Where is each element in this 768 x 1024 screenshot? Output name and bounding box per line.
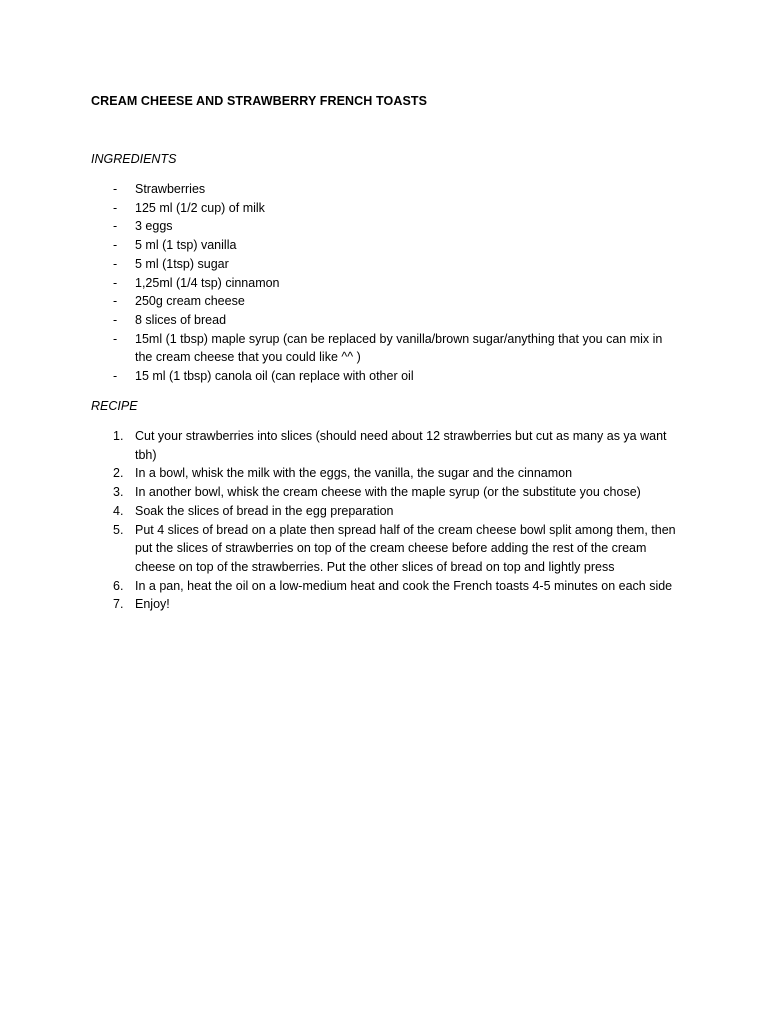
step-number: 3. [113,485,124,500]
ingredient-item [0,330,768,367]
ingredient-item [0,236,768,255]
list-bullet: - [113,331,118,346]
ingredient-item [0,199,768,218]
ingredients-heading: INGREDIENTS [91,152,177,166]
ingredient-item [0,217,768,236]
ingredient-item [0,292,768,311]
recipe-step [0,502,768,521]
ingredient-text: 5 ml (1tsp) sugar [135,256,229,271]
ingredient-item [0,274,768,293]
ingredient-text: 8 slices of bread [135,312,227,327]
step-text: Cut your strawberries into slices (should need about 12 strawberries but cut as many as ya want tbh) [135,429,667,462]
step-text: In another bowl, whisk the cream cheese with the maple syrup (or the substitute you chose) [135,485,641,500]
step-number: 5. [113,522,124,537]
recipe-step [0,464,768,483]
step-number: 7. [113,597,124,612]
list-bullet: - [113,312,118,327]
ingredients-list [0,180,768,386]
recipe-heading: RECIPE [91,399,138,413]
ingredient-item [0,367,768,386]
recipe-step [0,595,768,614]
ingredient-text: 3 eggs [135,219,173,234]
ingredient-text: 15 ml (1 tbsp) canola oil (can replace with other oil [135,369,414,384]
step-number: 6. [113,578,124,593]
list-bullet: - [113,294,118,309]
recipe-step [0,521,768,577]
ingredient-item [0,180,768,199]
ingredient-text: Strawberries [135,182,206,196]
step-number: 4. [113,503,124,518]
step-number: 2. [113,466,124,481]
list-bullet: - [113,238,118,253]
step-text: Put 4 slices of bread on a plate then spread half of the cream cheese bowl split among them, then put the slices of strawberries on top of the cream cheese before adding the rest of the cream cheese on top of the strawberries. Put the other slices of bread on top and lightly press [135,522,676,574]
list-bullet: - [113,200,118,215]
ingredient-text: 125 ml (1/2 cup) of milk [135,200,265,215]
recipe-step [0,577,768,596]
ingredient-text: 15ml (1 tbsp) maple syrup (can be replaced by vanilla/brown sugar/anything that you can mix in the cream cheese that you could like ^^ ) [135,331,663,365]
step-text: In a bowl, whisk the milk with the eggs, the vanilla, the sugar and the cinnamon [135,466,573,481]
list-bullet: - [113,256,118,271]
step-number: 1. [113,429,124,443]
recipe-steps-list [0,427,768,614]
document-title: CREAM CHEESE AND STRAWBERRY FRENCH TOASTS [91,94,428,108]
ingredient-item [0,255,768,274]
recipe-step [0,483,768,502]
ingredient-text: 5 ml (1 tsp) vanilla [135,238,237,253]
list-bullet: - [113,182,118,196]
list-bullet: - [113,219,118,234]
list-bullet: - [113,275,118,290]
step-text: Soak the slices of bread in the egg preparation [135,503,394,518]
ingredient-text: 250g cream cheese [135,294,245,309]
ingredient-item [0,311,768,330]
step-text: Enjoy! [135,597,170,612]
list-bullet: - [113,369,118,384]
ingredient-text: 1,25ml (1/4 tsp) cinnamon [135,275,280,290]
recipe-step [0,427,768,464]
step-text: In a pan, heat the oil on a low-medium heat and cook the French toasts 4-5 minutes on each side [135,578,673,593]
